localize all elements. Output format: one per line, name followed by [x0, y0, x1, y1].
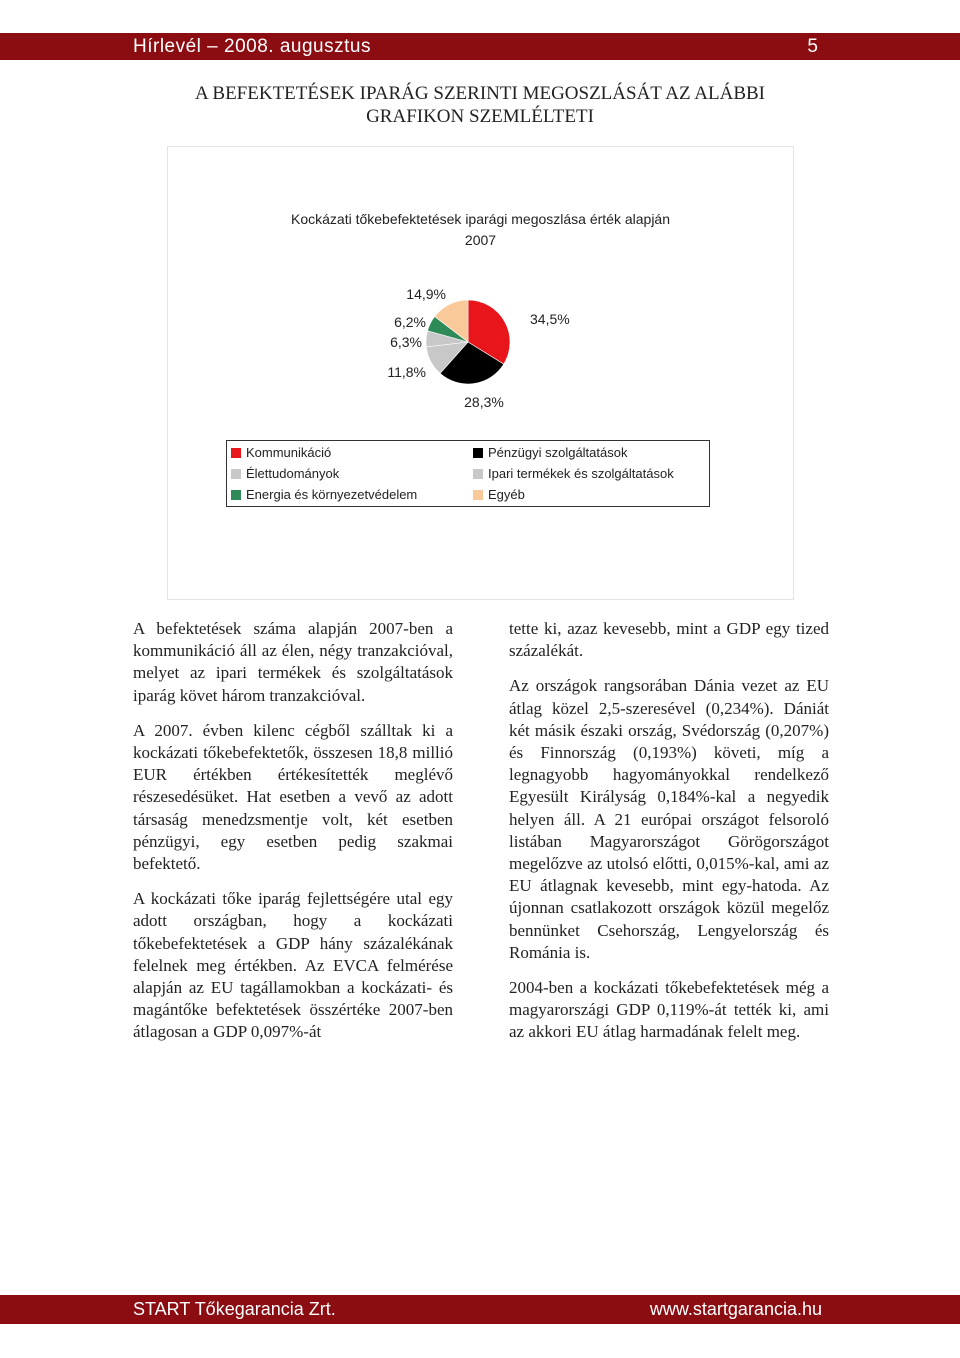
pie-slice-label: 34,5%: [530, 311, 570, 327]
page-number: 5: [807, 36, 818, 57]
website-link[interactable]: www.startgarancia.hu: [649, 1299, 822, 1319]
legend-swatch-life-sciences: [231, 469, 241, 479]
section-title-line-2: GRAFIKON SZEMLÉLTETI: [366, 106, 594, 127]
pie-slice-label: 11,8%: [387, 364, 426, 380]
pie-slice-label: 14,9%: [406, 286, 446, 302]
legend-swatch-other: [473, 490, 483, 500]
legend-item: [231, 487, 417, 502]
pie-slices: [426, 300, 510, 384]
legend-item: [473, 487, 525, 502]
pie-slice-label: 6,3%: [390, 334, 422, 350]
legend-label: Ipari termékek és szolgáltatások: [488, 466, 674, 481]
legend-item: [231, 466, 339, 481]
paragraph: 2004-ben a kockázati tőkebefektetések még a magyarországi GDP 0,119%-át tették ki, ami az akkori EU átlag harmadának felelt meg.: [509, 978, 829, 1042]
company-name: START Tőkegarancia Zrt.: [133, 1299, 336, 1319]
pie-slice-label: 6,2%: [394, 314, 426, 330]
legend-item: [231, 445, 331, 460]
legend-swatch-industrial: [473, 469, 483, 479]
paragraph: Az országok rangsorában Dánia vezet az EU átlag közel 2,5-szeresével (0,234%). Dániát két másik északi ország, Svédország (0,207%) és Finnország (0,193%) követi, míg a legnagyobb hagyományokkal rendelkező Egyesült Királyság 0,184%-kal a negyedik helyen áll. A 21 európai országot felsoroló listában Magyarországot Görögországot megelőzve az utolsó előtti, 0,015%-kal, ami az EU átlagnak kevesebb, mint egy-hatoda. Az újonnan csatlakozott országok közül megelőz bennünket Csehország, Lengyelország és Románia is.: [509, 676, 829, 962]
chart-title-text: Kockázati tőkebefektetések iparági megoszlása érték alapján: [291, 211, 670, 227]
pie-chart: [168, 147, 793, 437]
legend-swatch-energy: [231, 490, 241, 500]
legend-label: Pénzügyi szolgáltatások: [488, 445, 628, 460]
legend-item: [473, 466, 674, 481]
paragraph: A kockázati tőke iparág fejlettségére utal egy adott országban, hogy a kockázati tőkebefektetések a GDP hány százalékának felelnek meg értékben. Az EVCA felmérése alapján az EU tagállamokban a kockázati- és magántőke befektetések összértéke 2007-ben átlagosan a GDP 0,097%-át: [133, 889, 453, 1042]
pie-slice-label: 28,3%: [464, 394, 504, 410]
chart-subtitle: 2007: [464, 232, 497, 248]
legend-label: Kommunikáció: [246, 445, 332, 460]
text-column-left: [133, 618, 453, 1057]
chart-legend: [226, 440, 710, 507]
section-title: [130, 82, 830, 128]
section-title-line-1: A BEFEKTETÉSEK IPARÁG SZERINTI MEGOSZLÁSÁT AZ ALÁBBI: [194, 83, 766, 104]
newsletter-title: Hírlevél – 2008. augusztus: [133, 36, 371, 57]
legend-item: [473, 445, 627, 460]
header-bar: [0, 33, 960, 60]
pie-chart-container: [167, 146, 794, 600]
legend-label: Élettudományok: [246, 466, 340, 481]
paragraph: A 2007. évben kilenc cégből szálltak ki a kockázati tőkebefektetők, összesen 18,8 millió EUR értékben értékesítették meglévő részesedésüket. Hat esetben a vevő az adott társaság menedzsmentje volt, két esetben pénzügyi, egy esetben pedig szakmai befektető.: [133, 720, 453, 874]
footer-bar: [0, 1295, 960, 1324]
legend-label: Energia és környezetvédelem: [246, 487, 418, 502]
legend-swatch-communication: [231, 448, 241, 458]
legend-swatch-financial: [473, 448, 483, 458]
text-column-right: [509, 618, 829, 1057]
paragraph: tette ki, azaz kevesebb, mint a GDP egy tized százalékát.: [509, 619, 829, 661]
paragraph: A befektetések száma alapján 2007-ben a kommunikáció áll az élen, négy tranzakcióval, melyet az ipari termékek és szolgáltatások iparág követ három tranzakcióval.: [133, 619, 453, 705]
legend-label: Egyéb: [488, 487, 525, 502]
